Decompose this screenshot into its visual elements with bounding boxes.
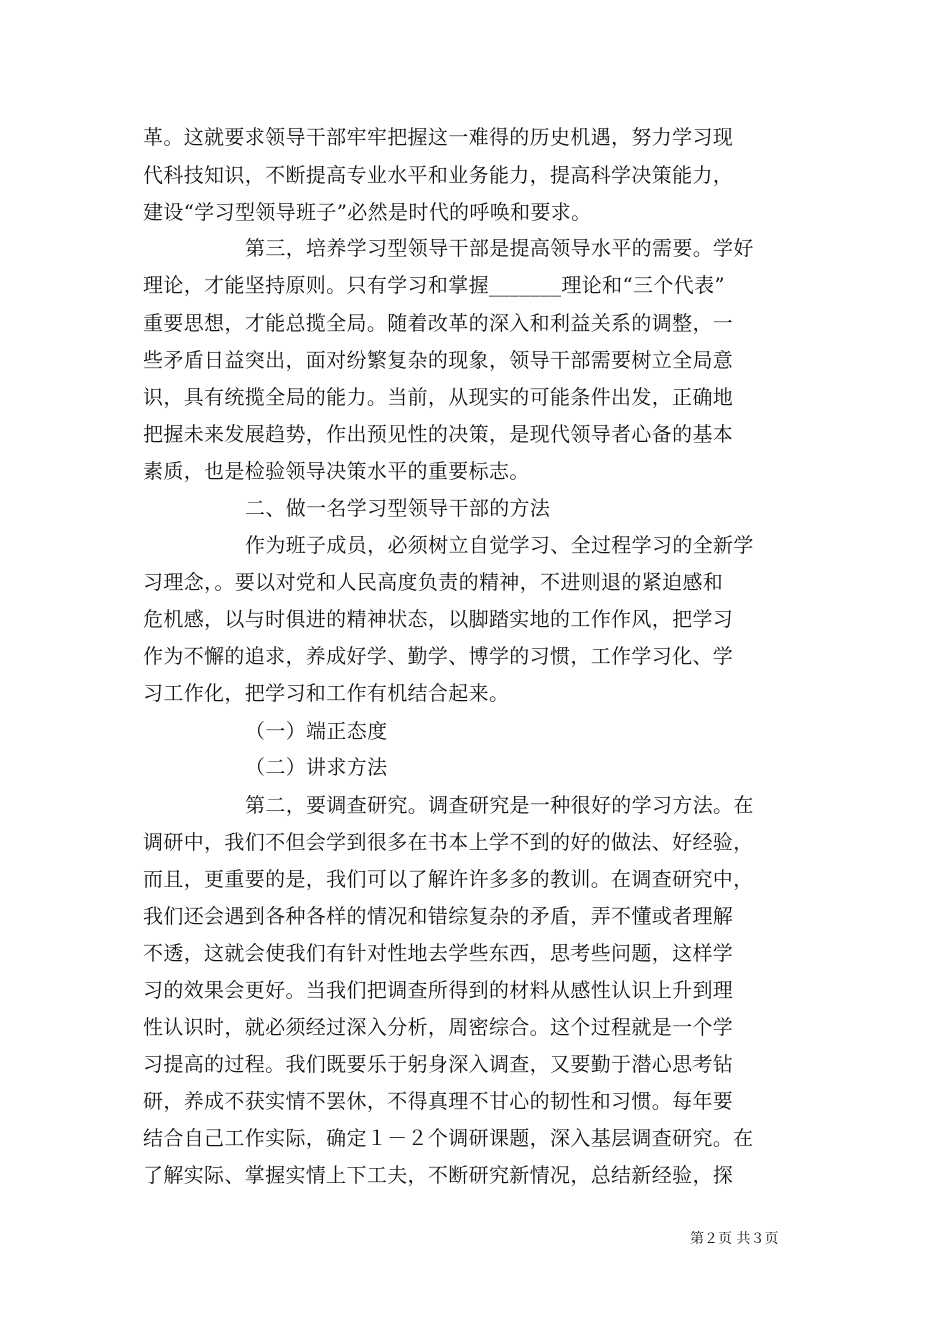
text-line: 重要思想，才能总揽全局。随着改革的深入和利益关系的调整，一 xyxy=(143,311,734,335)
text-line: 些矛盾日益突出，面对纷繁复杂的现象，领导干部需要树立全局意 xyxy=(143,348,734,372)
text-line: 作为不懈的追求，养成好学、勤学、博学的习惯，工作学习化、学 xyxy=(143,644,734,668)
text-line: 作为班子成员，必须树立自觉学习、全过程学习的全新学 xyxy=(245,533,754,557)
text-line: 建设“学习型领导班子”必然是时代的呼唤和要求。 xyxy=(143,200,592,224)
text-line: 识，具有统揽全局的能力。当前，从现实的可能条件出发，正确地 xyxy=(143,385,734,409)
text-line: 习的效果会更好。当我们把调查所得到的材料从感性认识上升到理 xyxy=(143,978,734,1002)
text-line: 把握未来发展趋势，作出预见性的决策，是现代领导者心备的基本 xyxy=(143,422,734,446)
text-line: 而且，更重要的是，我们可以了解许许多多的教训。在调查研究中， xyxy=(143,867,754,891)
text-line: 理论，才能坚持原则。只有学习和掌握_______理论和“三个代表” xyxy=(143,273,725,297)
text-line: 革。这就要求领导干部牢牢把握这一难得的历史机遇，努力学习现 xyxy=(143,125,734,149)
text-line: 第三，培养学习型领导干部是提高领导水平的需要。学好 xyxy=(245,236,754,260)
text-line: 习提高的过程。我们既要乐于躬身深入调查，又要勤于潜心思考钻 xyxy=(143,1052,734,1076)
text-line: 习理念，。要以对党和人民高度负责的精神，不进则退的紧迫感和 xyxy=(143,570,724,594)
text-line: 代科技知识，不断提高专业水平和业务能力，提高科学决策能力， xyxy=(143,163,734,187)
text-line: 调研中，我们不但会学到很多在书本上学不到的好的做法、好经验， xyxy=(143,830,754,854)
text-line: 性认识时，就必须经过深入分析，周密综合。这个过程就是一个学 xyxy=(143,1015,734,1039)
text-line: 素质，也是检验领导决策水平的重要标志。 xyxy=(143,459,530,483)
text-line: 危机感，以与时俱进的精神状态，以脚踏实地的工作作风，把学习 xyxy=(143,607,734,631)
text-line: 不透，这就会使我们有针对性地去学些东西，思考些问题，这样学 xyxy=(143,941,734,965)
text-line: 第二，要调查研究。调查研究是一种很好的学习方法。在 xyxy=(245,793,754,817)
text-line: 了解实际、掌握实情上下工夫，不断研究新情况，总结新经验，探 xyxy=(143,1163,734,1187)
page-number: 第２页 共３页 xyxy=(690,1231,779,1247)
text-line: 研，养成不获实情不罢休，不得真理不甘心的韧性和习惯。每年要 xyxy=(143,1089,734,1113)
section-heading: 二、做一名学习型领导干部的方法 xyxy=(245,496,551,520)
text-line: 结合自己工作实际，确定１－２个调研课题，深入基层调查研究。在 xyxy=(143,1126,754,1150)
text-line: 我们还会遇到各种各样的情况和错综复杂的矛盾，弄不懂或者理解 xyxy=(143,904,734,928)
subsection-heading: （二）讲求方法 xyxy=(245,755,388,779)
subsection-heading: （一）端正态度 xyxy=(245,719,388,743)
text-line: 习工作化，把学习和工作有机结合起来。 xyxy=(143,681,510,705)
